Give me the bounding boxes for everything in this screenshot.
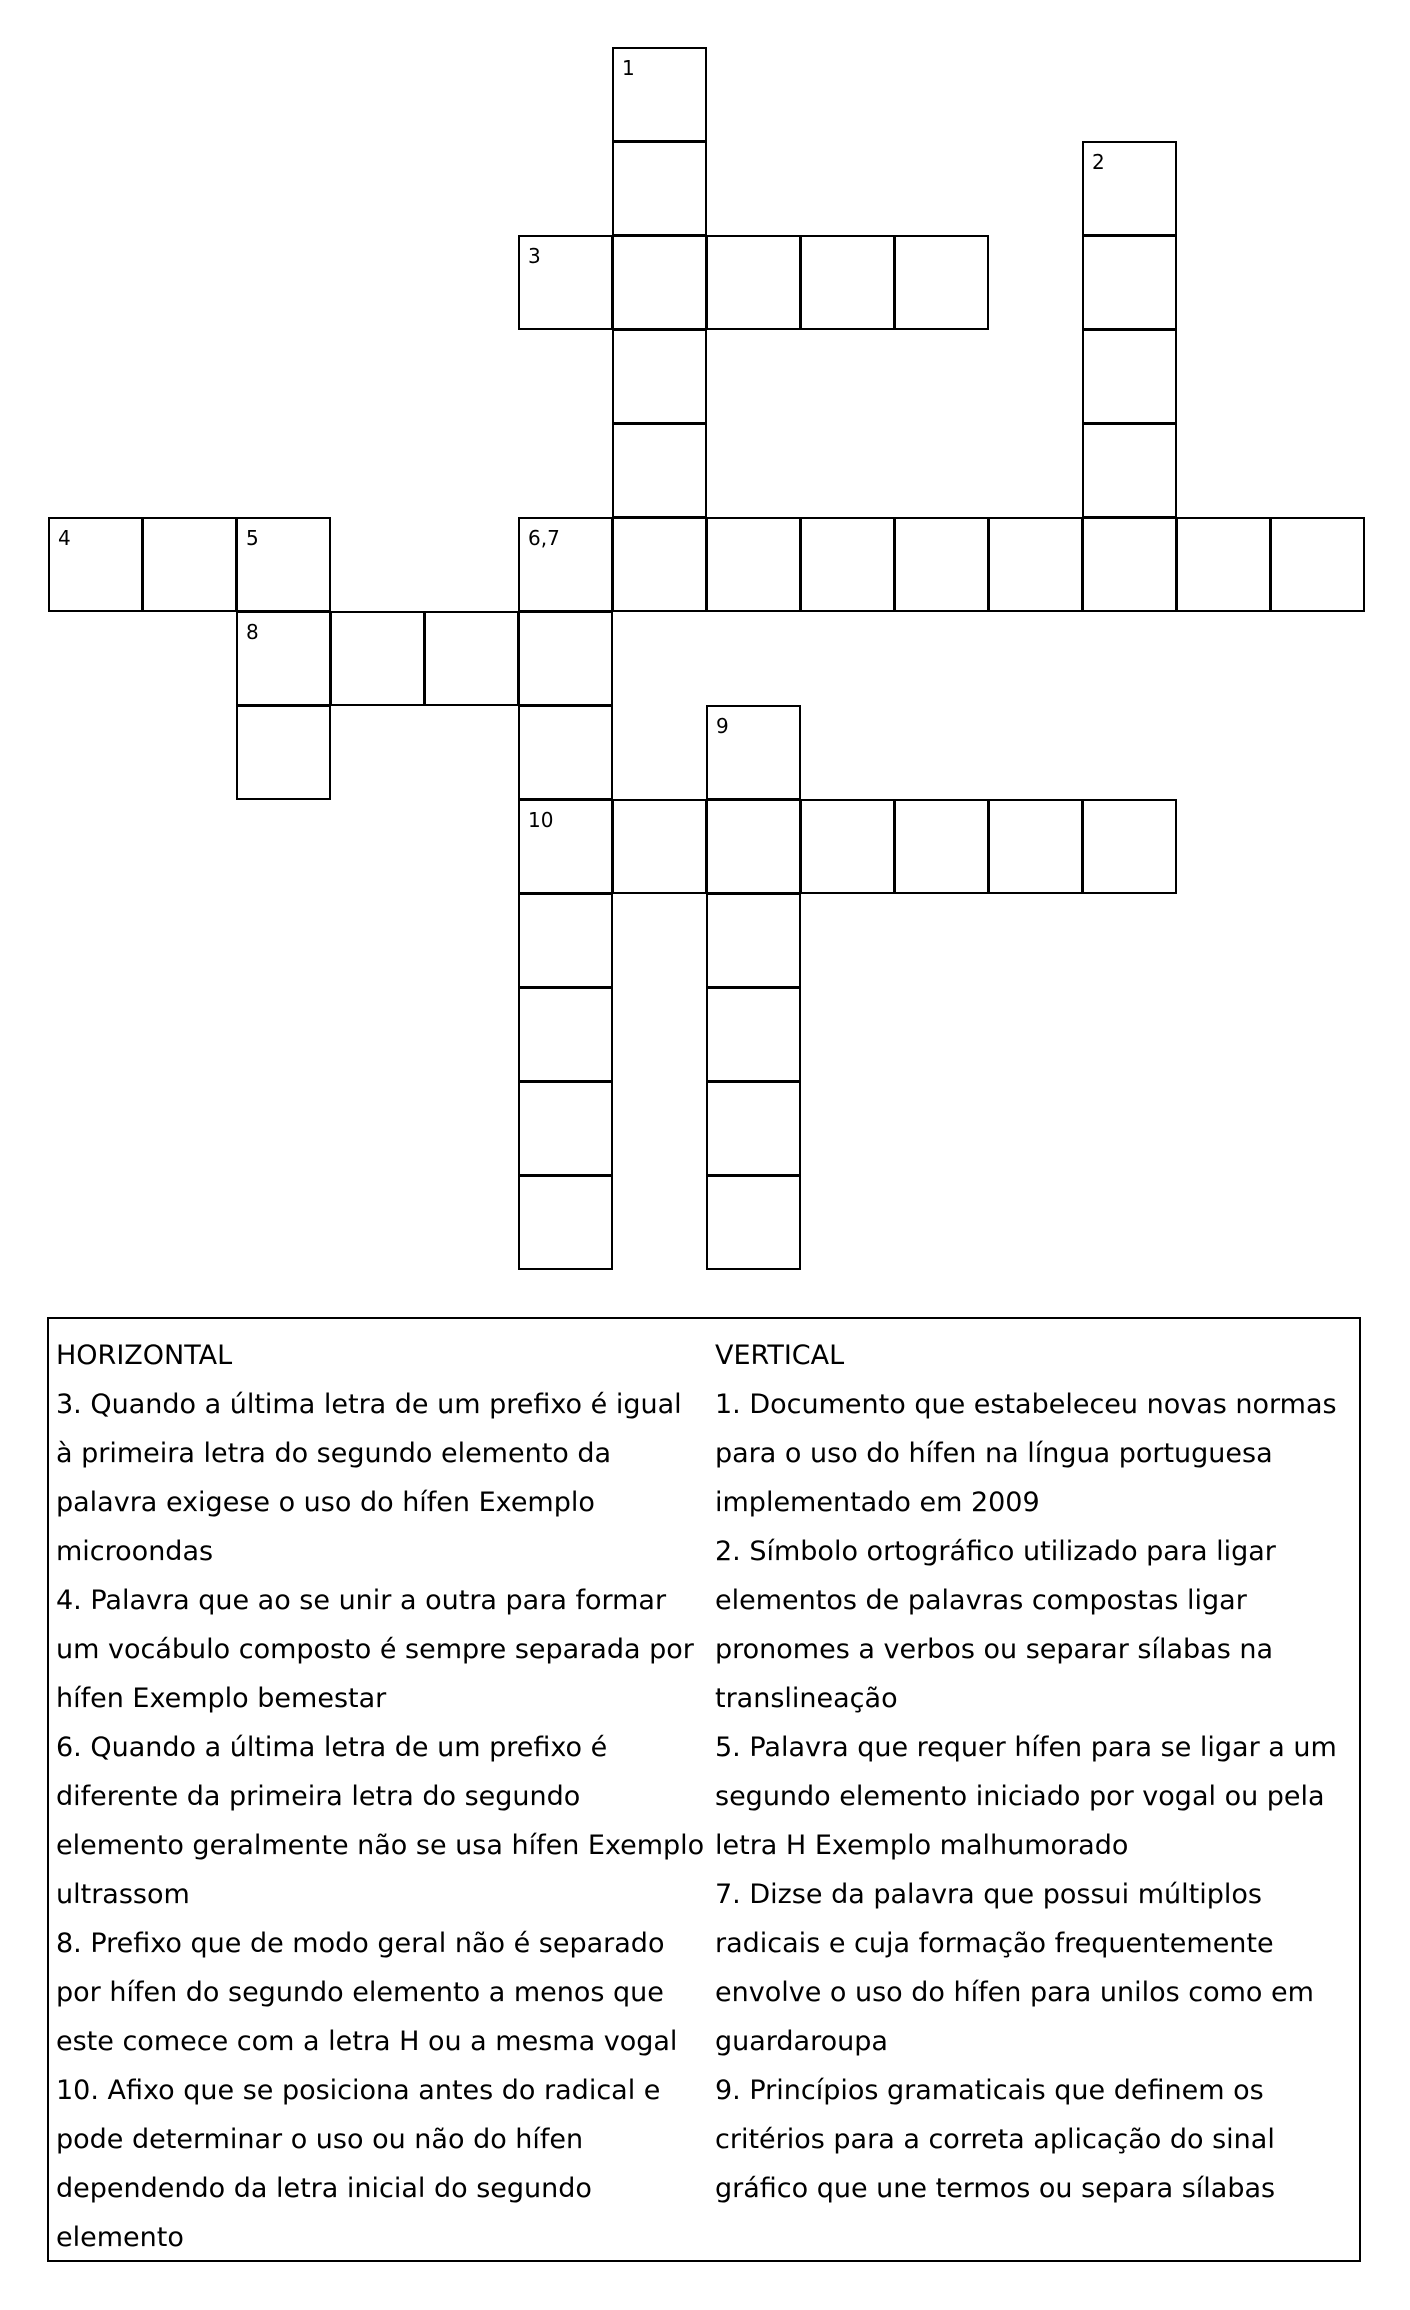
grid-cell[interactable] xyxy=(612,235,707,330)
grid-cell[interactable] xyxy=(894,799,989,894)
grid-cell[interactable] xyxy=(518,987,613,1082)
grid-cell[interactable] xyxy=(518,705,613,800)
grid-cell[interactable] xyxy=(612,799,707,894)
clue-vertical-5: 5. Palavra que requer hífen para se ligar a um segundo elemento iniciado por vogal ou pela letra H Exemplo malhumorado xyxy=(715,1732,1337,1861)
grid-cell[interactable] xyxy=(706,235,801,330)
grid-cell[interactable] xyxy=(142,517,237,612)
clue-number: 9 xyxy=(716,714,729,738)
clue-horizontal-8: 8. Prefixo que de modo geral não é separado por hífen do segundo elemento a menos que este comece com a letra H ou a mesma vogal xyxy=(56,1928,678,2057)
horizontal-clues xyxy=(56,1331,706,2262)
grid-cell[interactable] xyxy=(1082,329,1177,424)
grid-cell[interactable] xyxy=(1270,517,1365,612)
grid-cell[interactable] xyxy=(518,611,613,706)
grid-cell[interactable] xyxy=(1082,141,1177,236)
clue-number: 6,7 xyxy=(528,526,560,550)
clue-horizontal-6: 6. Quando a última letra de um prefixo é diferente da primeira letra do segundo elemento geralmente não se usa hífen Exemplo ultrassom xyxy=(56,1732,705,1910)
clue-number: 5 xyxy=(246,526,259,550)
grid-cell[interactable] xyxy=(612,423,707,518)
grid-cell[interactable] xyxy=(706,893,801,988)
grid-cell[interactable] xyxy=(1082,235,1177,330)
grid-cell[interactable] xyxy=(706,1081,801,1176)
clue-number: 2 xyxy=(1092,150,1105,174)
clue-number: 4 xyxy=(58,526,71,550)
clue-horizontal-4: 4. Palavra que ao se unir a outra para formar um vocábulo composto é sempre separada por hífen Exemplo bemestar xyxy=(56,1585,694,1714)
grid-cell[interactable] xyxy=(706,705,801,800)
grid-cell[interactable] xyxy=(706,987,801,1082)
grid-cell[interactable] xyxy=(612,47,707,142)
grid-cell[interactable] xyxy=(236,705,331,800)
clue-vertical-2: 2. Símbolo ortográfico utilizado para ligar elementos de palavras compostas ligar pronomes a verbos ou separar sílabas na translineação xyxy=(715,1536,1276,1714)
grid-cell[interactable] xyxy=(518,799,613,894)
clues-box xyxy=(47,1317,1361,2262)
clue-horizontal-10: 10. Afixo que se posiciona antes do radical e pode determinar o uso ou não do hífen dependendo da letra inicial do segundo elemento xyxy=(56,2075,661,2253)
horizontal-heading: HORIZONTAL xyxy=(56,1340,233,1371)
grid-cell[interactable] xyxy=(1082,517,1177,612)
grid-cell[interactable] xyxy=(330,611,425,706)
clue-horizontal-3: 3. Quando a última letra de um prefixo é igual à primeira letra do segundo elemento da palavra exigese o uso do hífen Exemplo microondas xyxy=(56,1389,682,1567)
grid-cell[interactable] xyxy=(48,517,143,612)
grid-cell[interactable] xyxy=(1082,799,1177,894)
clue-number: 8 xyxy=(246,620,259,644)
grid-cell[interactable] xyxy=(424,611,519,706)
grid-cell[interactable] xyxy=(800,235,895,330)
grid-cell[interactable] xyxy=(518,1081,613,1176)
clue-number: 10 xyxy=(528,808,554,832)
clue-vertical-7: 7. Dizse da palavra que possui múltiplos radicais e cuja formação frequentemente envolve o uso do hífen para unilos como em guardaroupa xyxy=(715,1879,1314,2057)
grid-cell[interactable] xyxy=(800,799,895,894)
grid-cell[interactable] xyxy=(518,1175,613,1270)
grid-cell[interactable] xyxy=(894,517,989,612)
clue-vertical-1: 1. Documento que estabeleceu novas normas para o uso do hífen na língua portuguesa implementado em 2009 xyxy=(715,1389,1337,1518)
grid-cell[interactable] xyxy=(988,517,1083,612)
grid-cell[interactable] xyxy=(800,517,895,612)
grid-cell[interactable] xyxy=(988,799,1083,894)
grid-cell[interactable] xyxy=(236,517,331,612)
clue-number: 3 xyxy=(528,244,541,268)
grid-cell[interactable] xyxy=(1082,423,1177,518)
vertical-clues xyxy=(715,1331,1355,2213)
grid-cell[interactable] xyxy=(236,611,331,706)
grid-cell[interactable] xyxy=(518,517,613,612)
grid-cell[interactable] xyxy=(706,1175,801,1270)
grid-cell[interactable] xyxy=(518,893,613,988)
grid-cell[interactable] xyxy=(518,235,613,330)
grid-cell[interactable] xyxy=(894,235,989,330)
vertical-heading: VERTICAL xyxy=(715,1340,845,1371)
clue-vertical-9: 9. Princípios gramaticais que definem os critérios para a correta aplicação do sinal gráfico que une termos ou separa sílabas xyxy=(715,2075,1276,2204)
grid-cell[interactable] xyxy=(612,517,707,612)
grid-cell[interactable] xyxy=(706,517,801,612)
grid-cell[interactable] xyxy=(706,799,801,894)
grid-cell[interactable] xyxy=(612,141,707,236)
grid-cell[interactable] xyxy=(612,329,707,424)
clue-number: 1 xyxy=(622,56,635,80)
grid-cell[interactable] xyxy=(1176,517,1271,612)
